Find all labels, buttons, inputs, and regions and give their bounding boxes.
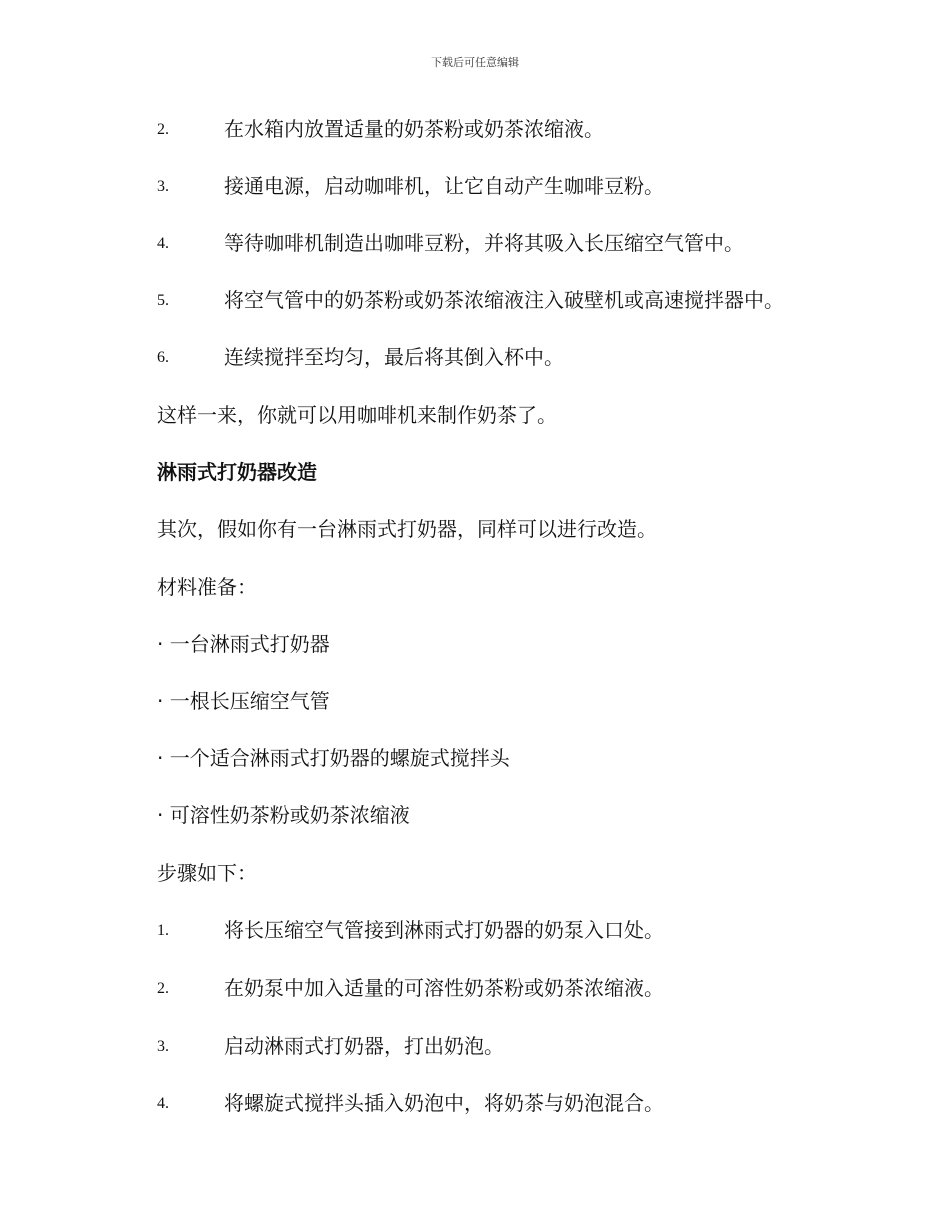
material-item: · 一个适合淋雨式打奶器的螺旋式搅拌头 — [157, 746, 510, 770]
step-text: 启动淋雨式打奶器，打出奶泡。 — [224, 1034, 504, 1058]
materials-label: 材料准备： — [157, 575, 257, 599]
page-header: 下载后可任意编辑 — [431, 56, 519, 69]
step-text: 将空气管中的奶茶粉或奶茶浓缩液注入破壁机或高速搅拌器中。 — [224, 288, 784, 312]
step-number: 4. — [157, 235, 169, 252]
step-text: 连续搅拌至均匀，最后将其倒入杯中。 — [224, 345, 564, 369]
step-number: 2. — [157, 980, 169, 997]
step-number: 3. — [157, 1038, 169, 1055]
step-text: 在奶泵中加入适量的可溶性奶茶粉或奶茶浓缩液。 — [224, 976, 664, 1000]
intro-paragraph: 其次，假如你有一台淋雨式打奶器，同样可以进行改造。 — [157, 517, 657, 541]
section-heading: 淋雨式打奶器改造 — [157, 460, 317, 484]
step-text: 等待咖啡机制造出咖啡豆粉，并将其吸入长压缩空气管中。 — [224, 231, 744, 255]
step-text: 将长压缩空气管接到淋雨式打奶器的奶泵入口处。 — [224, 918, 664, 942]
material-item: · 一根长压缩空气管 — [157, 689, 330, 713]
material-item: · 可溶性奶茶粉或奶茶浓缩液 — [157, 803, 410, 827]
step-number: 6. — [157, 349, 169, 366]
steps-label: 步骤如下： — [157, 861, 257, 885]
step-text: 将螺旋式搅拌头插入奶泡中，将奶茶与奶泡混合。 — [224, 1091, 664, 1115]
step-number: 4. — [157, 1095, 169, 1112]
material-item: · 一台淋雨式打奶器 — [157, 632, 330, 656]
step-text: 接通电源，启动咖啡机，让它自动产生咖啡豆粉。 — [224, 174, 664, 198]
step-number: 3. — [157, 178, 169, 195]
step-number: 1. — [157, 922, 169, 939]
step-text: 在水箱内放置适量的奶茶粉或奶茶浓缩液。 — [224, 117, 604, 141]
conclusion-paragraph: 这样一来，你就可以用咖啡机来制作奶茶了。 — [157, 403, 557, 427]
step-number: 5. — [157, 292, 169, 309]
step-number: 2. — [157, 121, 169, 138]
